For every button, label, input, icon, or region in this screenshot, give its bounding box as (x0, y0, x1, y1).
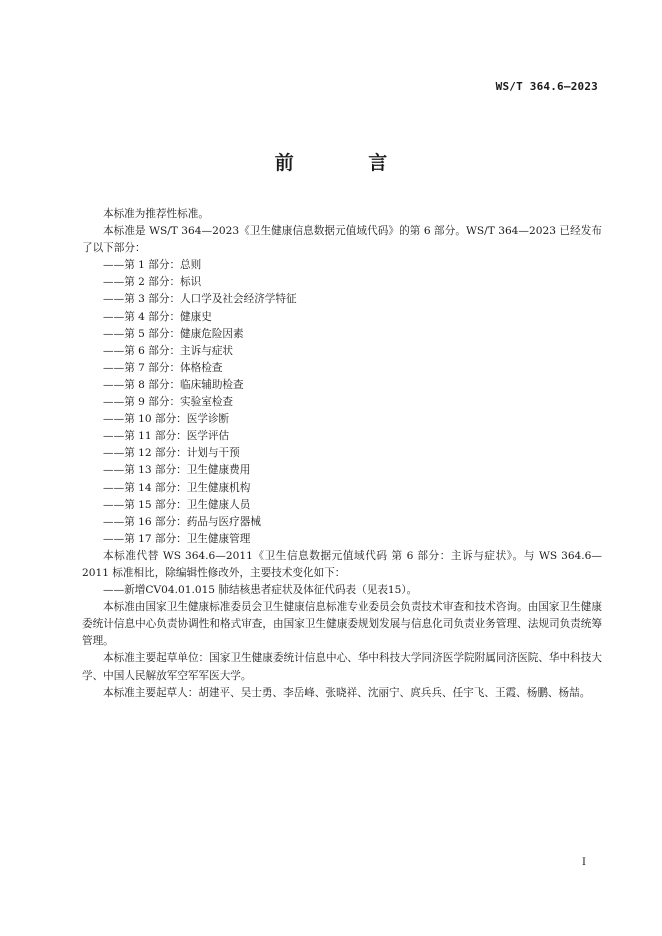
list-item: ——第 5 部分：健康危险因素 (103, 327, 244, 340)
list-item: ——第 16 部分：药品与医疗器械 (103, 515, 261, 528)
list-item: ——第 8 部分：临床辅助检查 (103, 378, 244, 391)
parts-list (82, 257, 602, 548)
list-item: ——第 13 部分：卫生健康费用 (103, 464, 251, 477)
list-item: ——第 17 部分：卫生健康管理 (103, 532, 251, 545)
list-item: ——第 1 部分：总则 (103, 259, 202, 272)
list-item: ——第 2 部分：标识 (103, 276, 202, 289)
paragraph-series-intro: 本标准是 WS/T 364—2023《卫生健康信息数据元值域代码》的第 6 部分。WS/T 364—2023 已经发布了以下部分： (82, 225, 602, 255)
page-title: 前 言 (274, 152, 422, 174)
paragraph-drafters: 本标准主要起草人：胡建平、吴士勇、李岳峰、张晓祥、沈丽宁、庹兵兵、任宇飞、王霞、杨鹏、杨喆。 (103, 686, 591, 699)
list-item: ——第 3 部分：人口学及社会经济学特征 (103, 293, 297, 306)
change-item: ——新增CV04.01.015 肺结核患者症状及体征代码表（见表15）。 (103, 584, 418, 597)
list-item: ——第 14 部分：卫生健康机构 (103, 481, 251, 494)
list-item: ——第 9 部分：实验室检查 (103, 396, 234, 409)
list-item: ——第 10 部分：医学诊断 (103, 413, 230, 426)
list-item: ——第 12 部分：计划与干预 (103, 447, 240, 460)
page-number: I (582, 857, 586, 868)
standard-number: WS/T 364.6—2023 (495, 80, 598, 93)
list-item: ——第 15 部分：卫生健康人员 (103, 498, 251, 511)
paragraph-replacement: 本标准代替 WS 364.6—2011《卫生信息数据元值域代码 第 6 部分：主诉与症状》。与 WS 364.6—2011 标准相比，除编辑性修改外，主要技术变化如下： (82, 549, 602, 579)
document-body (82, 206, 602, 702)
list-item: ——第 6 部分：主诉与症状 (103, 344, 234, 357)
list-item: ——第 7 部分：体格检查 (103, 361, 223, 374)
list-item: ——第 4 部分：健康史 (103, 310, 212, 323)
paragraph-recommended: 本标准为推荐性标准。 (103, 208, 209, 220)
list-item: ——第 11 部分：医学评估 (103, 430, 230, 443)
paragraph-drafting-units: 本标准主要起草单位：国家卫生健康委统计信息中心、华中科技大学同济医学院附属同济医院、华中科技大学、中国人民解放军空军军医大学。 (82, 652, 602, 682)
paragraph-review: 本标准由国家卫生健康标准委员会卫生健康信息标准专业委员会负责技术审查和技术咨询。由国家卫生健康委统计信息中心负责协调性和格式审查，由国家卫生健康委规划发展与信息化司负责业务管理、法规司负责统筹管理。 (82, 601, 602, 648)
